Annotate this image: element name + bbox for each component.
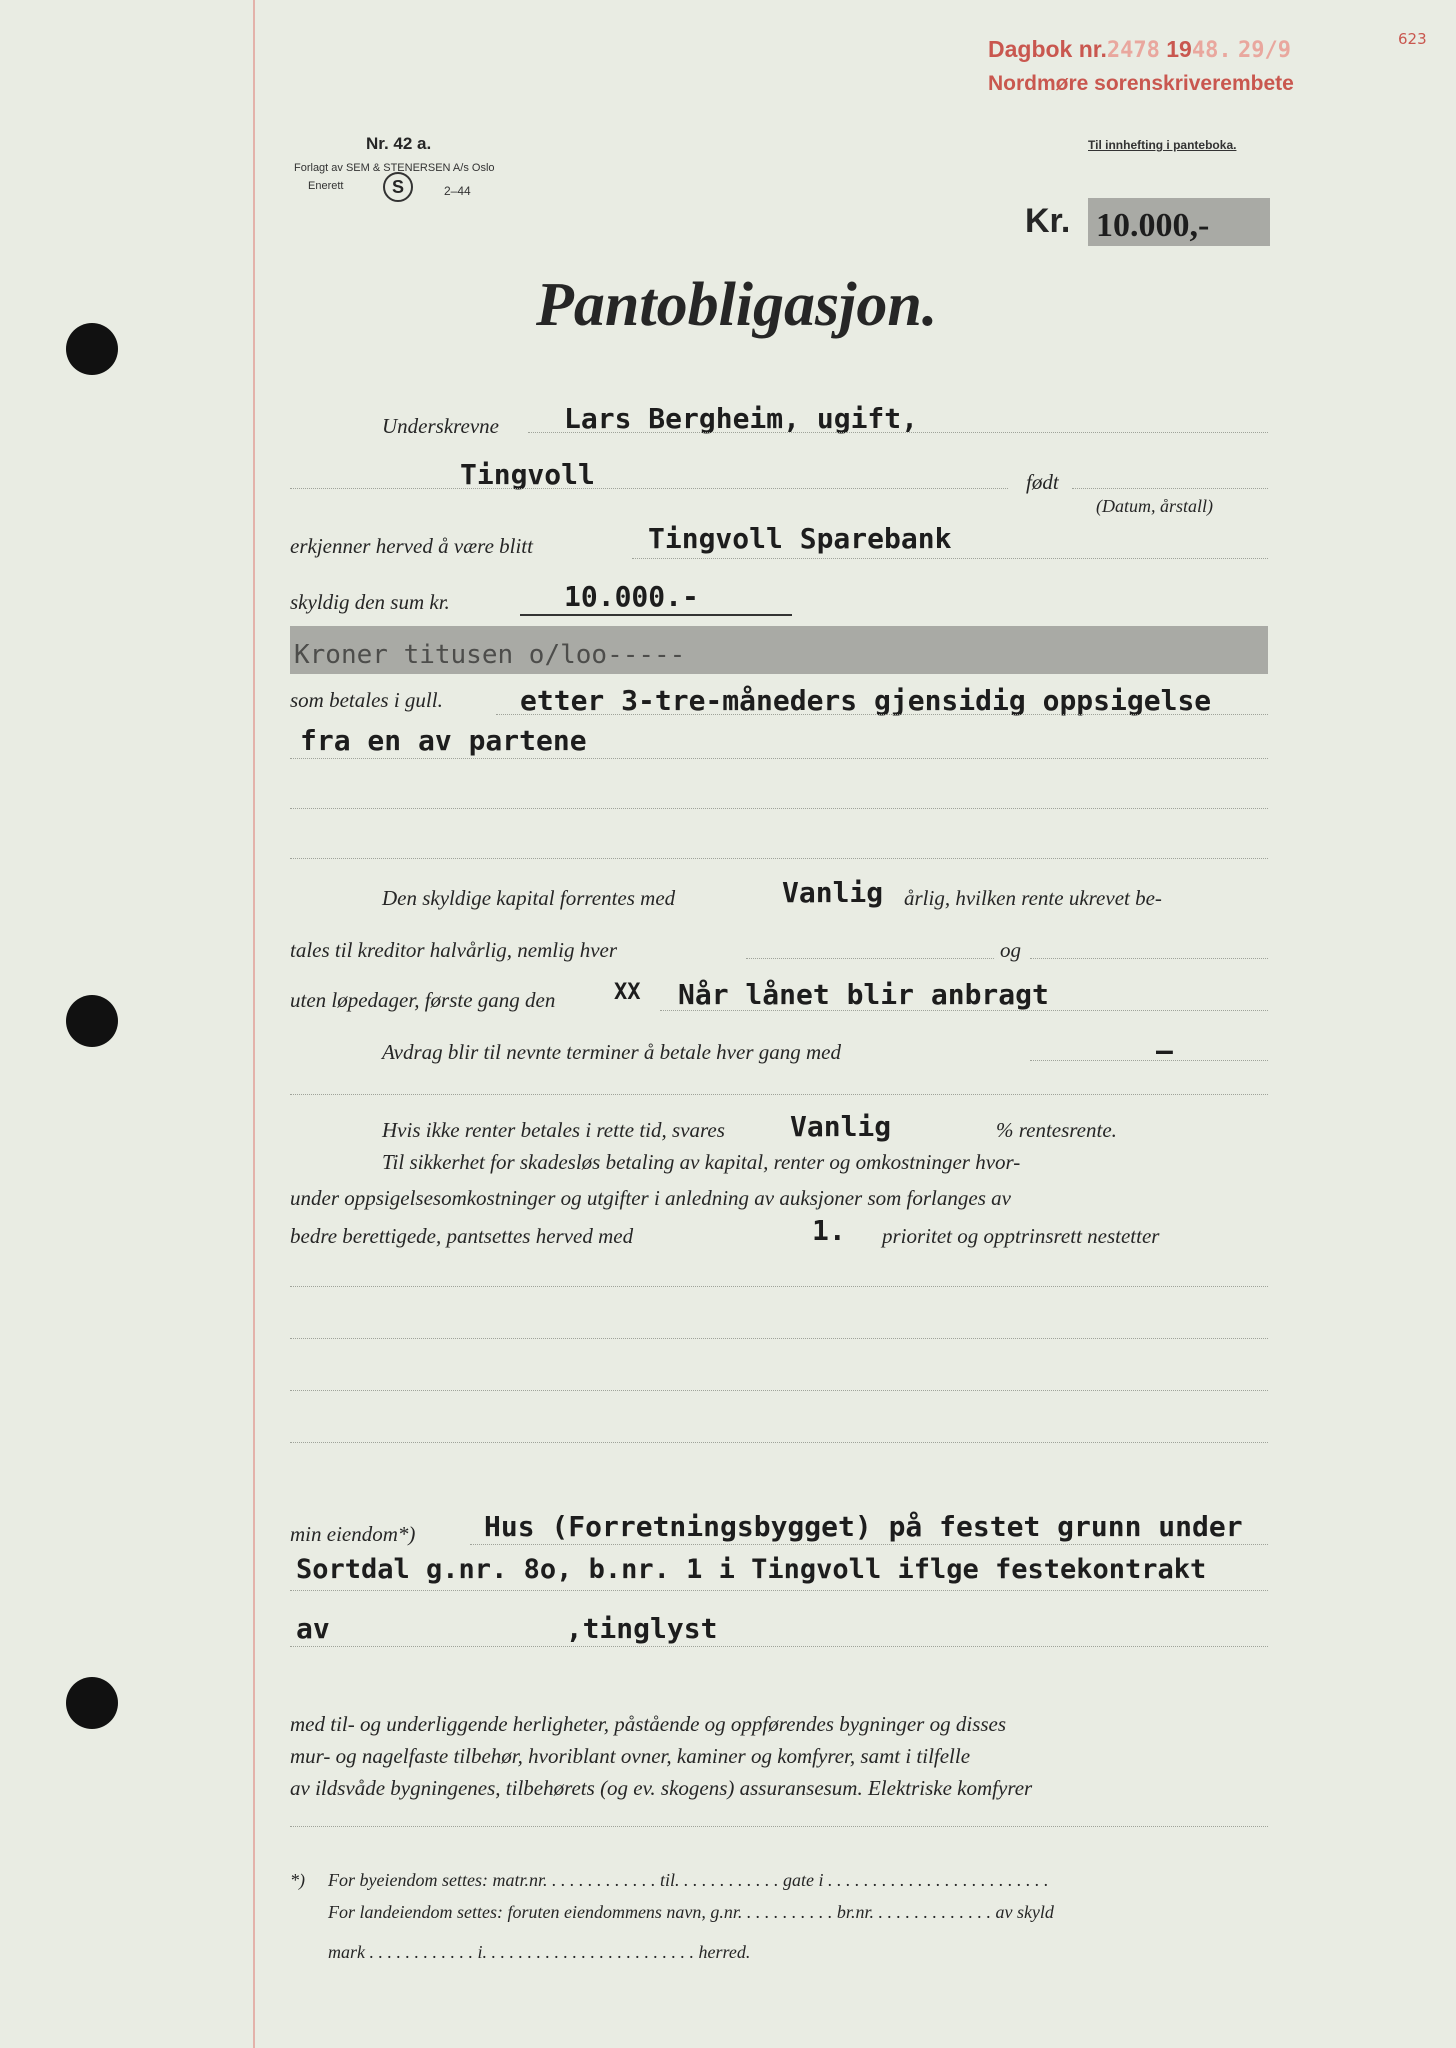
payment-line-1: etter 3-tre-måneders gjensidig oppsigelse xyxy=(520,684,1212,717)
punch-hole xyxy=(66,995,118,1047)
dotted-line xyxy=(470,1544,1268,1545)
dotted-line xyxy=(290,1646,1268,1647)
security-line-2: under oppsigelsesomkostninger og utgifter i anledning av auksjoner som forlanges av xyxy=(290,1186,1011,1210)
appurtenance-line-1: med til- og underliggende herligheter, påstående og oppførendes bygninger og disses xyxy=(290,1712,1007,1736)
payment-label: som betales i gull. xyxy=(290,688,443,712)
rights: Enerett xyxy=(308,180,344,192)
dotted-line xyxy=(290,1390,1268,1391)
edition: 2–44 xyxy=(444,184,471,198)
creditor-value: Tingvoll Sparebank xyxy=(648,522,952,555)
footnote-mark: *) xyxy=(290,1870,305,1890)
priority-value: 1. xyxy=(812,1214,846,1247)
dotted-line xyxy=(528,432,1268,433)
place-value: Tingvoll xyxy=(460,458,595,491)
dotted-line xyxy=(632,558,1268,559)
stamp-year: 19 xyxy=(1166,36,1192,62)
punch-hole xyxy=(66,323,118,375)
dotted-line xyxy=(290,1442,1268,1443)
born-label: født xyxy=(1026,470,1059,494)
dotted-line xyxy=(660,1010,1268,1011)
dotted-line xyxy=(290,808,1268,809)
punch-hole xyxy=(66,1677,118,1729)
interest-rate: Vanlig xyxy=(782,876,884,909)
dotted-line xyxy=(1030,1060,1268,1061)
sum-value: 10.000.- xyxy=(564,580,699,613)
form-number: Nr. 42 a. xyxy=(366,134,432,153)
stamp-date: 29/9 xyxy=(1237,38,1291,63)
creditor-label: erkjenner herved å være blitt xyxy=(290,534,533,558)
dotted-line xyxy=(1030,958,1268,959)
stamp-year-hand: 48. xyxy=(1191,38,1232,63)
stamp-number: 2478 xyxy=(1106,38,1160,63)
margin-line xyxy=(253,0,255,2048)
installment-text: Avdrag blir til nevnte terminer å betale hver gang med xyxy=(382,1040,841,1064)
footnote-line-2: For landeiendom settes: foruten eiendommens navn, g.nr. . . . . . . . . . . br.nr. . . . . . . . . . . . . . av skyld xyxy=(328,1902,1054,1922)
security-line-3b: prioritet og opptrinsrett nestetter xyxy=(882,1224,1160,1248)
payment-line-2: fra en av partene xyxy=(300,724,587,757)
undersigned-value: Lars Bergheim, ugift, xyxy=(564,402,919,435)
dotted-line xyxy=(290,1286,1268,1287)
sum-words: Kroner titusen o/loo----- xyxy=(294,640,686,670)
footnote-line-1: For byeiendom settes: matr.nr. . . . . . . . . . . . . til. . . . . . . . . . . . gate i . . . . . . . . . . . . . . . . . . . . . . . . . xyxy=(328,1870,1049,1890)
interest-text-b: årlig, hvilken rente ukrevet be- xyxy=(904,886,1162,910)
late-text-b: % rentesrente. xyxy=(996,1118,1117,1142)
publisher-logo: S xyxy=(383,172,413,202)
interest-text-2: tales til kreditor halvårlig, nemlig hver xyxy=(290,938,618,962)
dotted-line xyxy=(1072,488,1268,489)
undersigned-label: Underskrevne xyxy=(382,414,500,438)
first-payment-value: Når lånet blir anbragt xyxy=(678,978,1049,1011)
sum-label: skyldig den sum kr. xyxy=(290,590,450,614)
registry-stamp xyxy=(988,36,1291,63)
filing-note: Til innhefting i panteboka. xyxy=(1088,138,1237,152)
late-rate: Vanlig xyxy=(790,1110,892,1143)
dotted-line xyxy=(290,1338,1268,1339)
appurtenance-line-3: av ildsvåde bygningenes, tilbehørets (og ev. skogens) assuransesum. Elektriske komfyrer xyxy=(290,1776,1033,1800)
property-label: min eiendom*) xyxy=(290,1522,416,1546)
interest-text-a: Den skyldige kapital forrentes med xyxy=(382,886,676,910)
registry-office: Nordmøre sorenskriverembete xyxy=(988,72,1294,95)
publisher: Forlagt av SEM & STENERSEN A/s Oslo xyxy=(294,162,495,174)
footnote-line-3: mark . . . . . . . . . . . . i. . . . . . . . . . . . . . . . . . . . . . . . herred. xyxy=(328,1942,751,1962)
dotted-line xyxy=(496,714,1268,715)
amount-value: 10.000,- xyxy=(1096,207,1210,244)
document-title: Pantobligasjon. xyxy=(536,271,938,339)
dotted-line xyxy=(290,858,1268,859)
interest-text-3: uten løpedager, første gang den xyxy=(290,988,556,1012)
security-line-1: Til sikkerhet for skadesløs betaling av kapital, renter og omkostninger hvor- xyxy=(382,1150,1021,1174)
stamp-label: Dagbok nr. xyxy=(988,36,1107,62)
dotted-line xyxy=(290,488,1008,489)
born-hint: (Datum, årstall) xyxy=(1096,496,1213,516)
security-line-3a: bedre berettigede, pantsettes herved med xyxy=(290,1224,634,1248)
interest-struck: XX xyxy=(614,980,641,1005)
property-line-1: Hus (Forretningsbygget) på festet grunn under xyxy=(484,1510,1243,1543)
dotted-line xyxy=(290,1094,1268,1095)
dotted-line xyxy=(746,958,994,959)
dotted-line xyxy=(290,1826,1268,1827)
dotted-line xyxy=(290,758,1268,759)
appurtenance-line-2: mur- og nagelfaste tilbehør, hvoriblant ovner, kaminer og komfyrer, samt i tilfelle xyxy=(290,1744,971,1768)
property-line-3: av ,tinglyst xyxy=(296,1612,718,1645)
late-text-a: Hvis ikke renter betales i rette tid, svares xyxy=(382,1118,725,1142)
sum-underline xyxy=(520,614,792,616)
dotted-line xyxy=(290,1590,1268,1591)
interest-og: og xyxy=(1000,938,1021,962)
page-number: 623 xyxy=(1398,30,1427,48)
property-line-2: Sortdal g.nr. 8o, b.nr. 1 i Tingvoll iflge festekontrakt xyxy=(296,1554,1207,1585)
amount-label: Kr. xyxy=(1025,202,1071,240)
installment-value: – xyxy=(1156,1034,1173,1067)
